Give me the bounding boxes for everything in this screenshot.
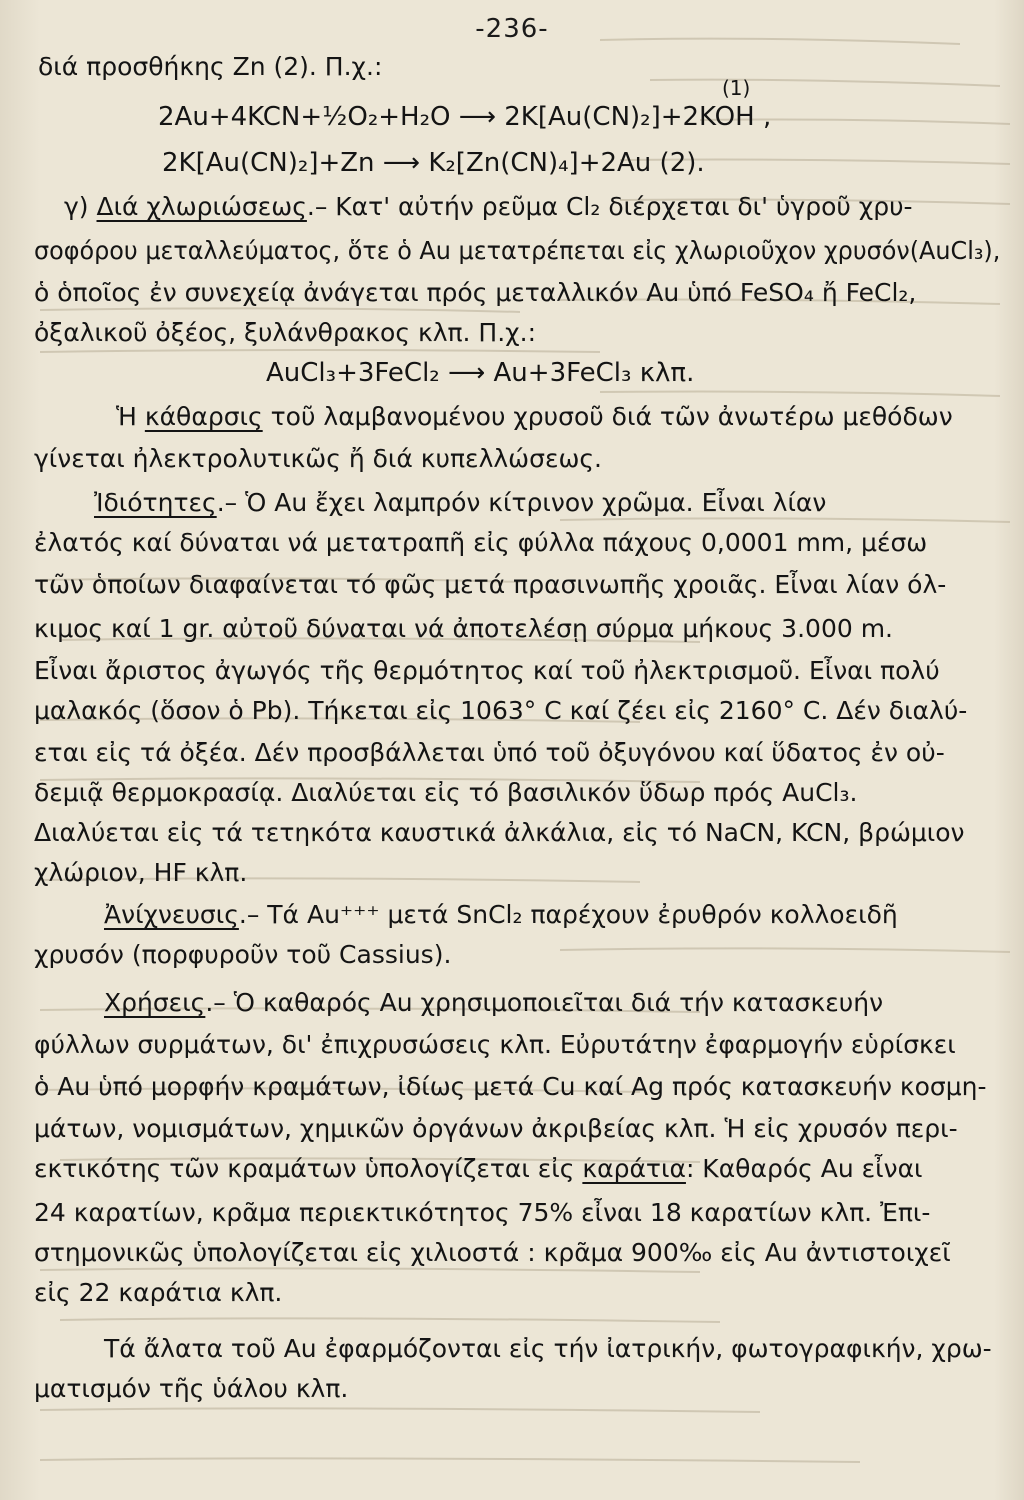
- line-text: ὀξαλικοῦ ὀξέος, ξυλάνθρακος κλπ. Π.χ.:: [34, 318, 536, 347]
- text-line: [34, 1276, 282, 1310]
- text-line: [64, 190, 913, 224]
- text-line: [34, 694, 967, 728]
- text-line: [34, 1070, 987, 1104]
- text-line: [34, 276, 916, 310]
- section-heading: κάθαρσις: [144, 402, 263, 431]
- chemical-equation: [162, 146, 705, 180]
- section-heading: Χρήσεις: [104, 988, 206, 1017]
- text-line: [34, 568, 946, 602]
- text-line: [104, 898, 898, 932]
- line-text: μαλακός (ὅσον ὁ Pb). Τήκεται εἰς 1063° C καί ζέει εἰς 2160° C. Δέν διαλύ-: [34, 696, 968, 725]
- line-text: 24 καρατίων, κρᾶμα περιεκτικότητος 75% εἶναι 18 καρατίων κλπ. Ἐπι-: [34, 1198, 931, 1227]
- text-line: [34, 526, 927, 560]
- line-text: διά προσθήκης Zn (2). Π.χ.:: [38, 52, 383, 81]
- line-text: γίνεται ἠλεκτρολυτικῶς ἤ διά κυπελλώσεως.: [34, 444, 603, 473]
- equation-number: (1): [722, 76, 751, 100]
- text-line: [34, 612, 893, 646]
- line-text: ἐλατός καί δύναται νά μετατραπῆ εἰς φύλλα πάχους 0,0001 mm, μέσω: [34, 528, 928, 557]
- text-line: [94, 486, 826, 520]
- page-number: -236-: [475, 14, 549, 44]
- text-line: [34, 938, 451, 972]
- line-text: Διαλύεται εἰς τά τετηκότα καυστικά ἀλκάλια, εἰς τό NaCN, KCN, βρώμιον: [34, 818, 965, 847]
- line-text: εἰς 22 καράτια κλπ.: [34, 1278, 283, 1307]
- section-heading: Διά χλωριώσεως: [96, 192, 307, 221]
- line-text: .– Κατ' αὐτήν ρεῦμα Cl₂ διέρχεται δι' ὑγροῦ χρυ-: [306, 192, 913, 221]
- text-line: [34, 1196, 930, 1230]
- text-line: [34, 1112, 958, 1146]
- line-prefix: εκτικότης τῶν κραμάτων ὑπολογίζεται εἰς: [34, 1154, 583, 1183]
- chemical-equation: [266, 356, 694, 390]
- line-text: .– Τά Au⁺⁺⁺ μετά SnCl₂ παρέχουν ἐρυθρόν κολλοειδῆ: [238, 900, 898, 929]
- line-prefix: Ἡ: [116, 402, 145, 431]
- line-text: φύλλων συρμάτων, δι' ἐπιχρυσώσεις κλπ. Εὐρυτάτην ἐφαρμογήν εὑρίσκει: [34, 1030, 956, 1059]
- equation-text: 2K[Au(CN)₂]+Zn ⟶ K₂[Zn(CN)₄]+2Au (2).: [162, 148, 705, 178]
- line-text: χλώριον, HF κλπ.: [34, 858, 248, 887]
- line-text: στημονικῶς ὑπολογίζεται εἰς χιλιοστά : κρᾶμα 900‰ εἰς Au ἀντιστοιχεῖ: [34, 1238, 951, 1267]
- text-line: [34, 1236, 951, 1270]
- line-text: δεμιᾷ θερμοκρασίᾳ. Διαλύεται εἰς τό βασιλικόν ὕδωρ πρός AuCl₃.: [34, 778, 858, 807]
- text-line: [34, 736, 945, 770]
- line-text: Εἶναι ἄριστος ἀγωγός τῆς θερμότητος καί τοῦ ἠλεκτρισμοῦ. Εἶναι πολύ: [34, 656, 940, 685]
- line-text: μάτων, νομισμάτων, χημικῶν ὀργάνων ἀκριβείας κλπ. Ἡ εἰς χρυσόν περι-: [34, 1114, 958, 1143]
- text-line: [34, 1028, 956, 1062]
- text-line: [34, 654, 940, 688]
- line-text: χρυσόν (πορφυροῦν τοῦ Cassius).: [34, 940, 452, 969]
- line-text: ὁ Au ὑπό μορφήν κραμάτων, ἰδίως μετά Cu καί Ag πρός κατασκευήν κοσμη-: [34, 1072, 987, 1101]
- line-text: τῶν ὁποίων διαφαίνεται τό φῶς μετά πρασινωπῆς χροιᾶς. Εἶναι λίαν όλ-: [34, 570, 947, 599]
- text-line: [34, 856, 247, 890]
- line-prefix: γ): [64, 192, 97, 221]
- underlined-term: καράτια: [582, 1154, 686, 1183]
- text-line: [34, 234, 1000, 268]
- line-text: .– Ὁ καθαρός Au χρησιμοποιεῖται διά τήν κατασκευήν: [205, 988, 884, 1017]
- text-line: [34, 442, 602, 476]
- chemical-equation: [158, 100, 771, 134]
- line-text: .– Ὁ Au ἔχει λαμπρόν κίτρινον χρῶμα. Εἶναι λίαν: [216, 488, 827, 517]
- line-text: σοφόρου μεταλλεύματος, ὅτε ὁ Au μετατρέπεται εἰς χλωριοῦχον χρυσόν(AuCl₃),: [34, 236, 1001, 265]
- line-text: ὁ ὁποῖος ἐν συνεχείᾳ ἀνάγεται πρός μεταλλικόν Au ὑπό FeSO₄ ἤ FeCl₂,: [34, 278, 917, 307]
- equation-text: AuCl₃+3FeCl₂ ⟶ Au+3FeCl₃ κλπ.: [266, 358, 695, 388]
- text-line: [34, 1372, 348, 1406]
- text-line: [34, 776, 857, 810]
- text-line: [104, 1332, 992, 1366]
- equation-text: 2Au+4KCN+½O₂+H₂O ⟶ 2K[Au(CN)₂]+2KOH ,: [158, 102, 772, 132]
- line-text: ματισμόν τῆς ὑάλου κλπ.: [34, 1374, 349, 1403]
- text-line: [34, 1152, 923, 1186]
- section-heading: Ἰδιότητες: [94, 488, 217, 517]
- text-line: [34, 316, 536, 350]
- line-text: κιμος καί 1 gr. αὐτοῦ δύναται νά ἀποτελέσῃ σύρμα μήκους 3.000 m.: [34, 614, 893, 643]
- text-line: [34, 816, 965, 850]
- line-text: Τά ἄλατα τοῦ Au ἐφαρμόζονται εἰς τήν ἰατρικήν, φωτογραφικήν, χρω-: [104, 1334, 992, 1363]
- text-line: [38, 50, 382, 84]
- text-line: [116, 400, 953, 434]
- line-text: τοῦ λαμβανομένου χρυσοῦ διά τῶν ἀνωτέρω μεθόδων: [262, 402, 953, 431]
- section-heading: Ἀνίχνευσις: [104, 900, 239, 929]
- line-text: : Καθαρός Au εἶναι: [685, 1154, 923, 1183]
- line-text: εται εἰς τά ὀξέα. Δέν προσβάλλεται ὑπό τοῦ ὀξυγόνου καί ὕδατος ἐν οὐ-: [34, 738, 945, 767]
- text-line: [104, 986, 883, 1020]
